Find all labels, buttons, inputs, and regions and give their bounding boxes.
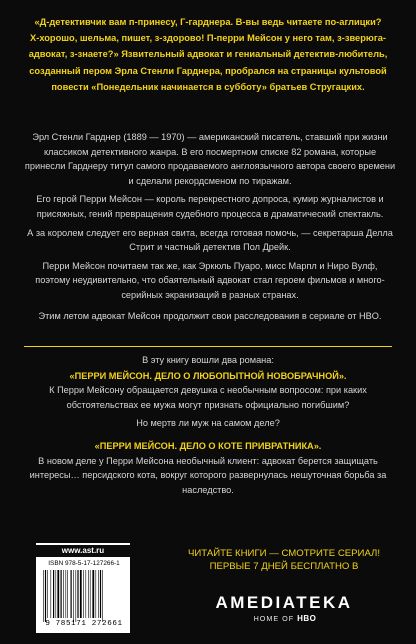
barcode-bar bbox=[90, 570, 91, 618]
barcode-bar bbox=[73, 570, 74, 622]
barcode-bar bbox=[77, 570, 78, 618]
barcode-bar bbox=[63, 570, 64, 618]
publisher-site: www.ast.ru bbox=[36, 545, 130, 557]
barcode-icon bbox=[42, 570, 126, 622]
barcode-bar bbox=[61, 570, 62, 618]
included-novels bbox=[24, 353, 392, 497]
hbo-series-paragraph: Этим летом адвокат Мейсон продолжит свои расследования в сериале от HBO. bbox=[38, 310, 382, 321]
barcode-bar bbox=[45, 570, 46, 622]
barcode-digits: 9 785171 272661 bbox=[45, 620, 123, 628]
home-of-label: HOME OF bbox=[253, 614, 295, 623]
barcode-bar bbox=[76, 570, 77, 622]
barcode-bar bbox=[43, 570, 44, 622]
book2-title: «ПЕРРИ МЕЙСОН. ДЕЛО О КОТЕ ПРИВРАТНИКА». bbox=[94, 440, 322, 451]
book1-description: К Перри Мейсону обращается девушка с необычным вопросом: при каких обстоятельствах ее мужа могут признать официально погибшим? bbox=[49, 385, 367, 410]
strugatsky-quote bbox=[24, 14, 392, 95]
barcode-bar bbox=[57, 570, 59, 618]
barcode-bar bbox=[92, 570, 94, 618]
home-of-hbo bbox=[200, 614, 370, 623]
barcode-bar bbox=[86, 570, 87, 618]
novels-intro: В эту книгу вошли два романа: bbox=[142, 355, 274, 365]
barcode-bar bbox=[83, 570, 84, 618]
quote-line: повести «Понедельник начинается в субботу» братьев Стругацких. bbox=[51, 81, 365, 92]
barcode-bar bbox=[66, 570, 67, 618]
divider-line bbox=[24, 346, 392, 347]
barcode-bar bbox=[53, 570, 54, 618]
book2-description: В новом деле у Перри Мейсона необычный клиент: адвокат берется защищать интересы… персидского кота, вокруг которого развернулась нешуточная борьба за наследство. bbox=[29, 455, 387, 495]
adaptations-paragraph: Перри Мейсон почитаем так же, как Эркюль Пуаро, мисс Марпл и Ниро Вулф, поэтому неудивительно, что обаятельный адвокат стал героем фильмов и много-серийных экранизаций в разных странах. bbox=[35, 260, 385, 300]
author-paragraph: Эрл Стенли Гарднер (1889 — 1970) — американский писатель, ставший при жизни классиком детективного жанра. В его посмертном списке 82 романа, которые принесли Гарднеру титул самого продаваемого англоязычного автора своего времени и сделали рекордсменом по тиражам. bbox=[24, 132, 396, 186]
author-description bbox=[24, 130, 396, 327]
book1-title: «ПЕРРИ МЕЙСОН. ДЕЛО О ЛЮБОПЫТНОЙ НОВОБРАЧНОЙ». bbox=[69, 370, 347, 381]
isbn-label: ISBN 978-5-17-127266-1 bbox=[48, 560, 120, 567]
quote-line: Х-хорошо, шельма, пишет, з-здорово! П-перри Мейсон у него там, з-зверюга- bbox=[30, 33, 386, 44]
barcode-bar bbox=[56, 570, 57, 618]
barcode-bar bbox=[71, 570, 72, 618]
barcode-bar bbox=[96, 570, 97, 618]
barcode-bar bbox=[51, 570, 52, 618]
quote-line: «Д-детективчик вам п-принесу, Г-гарднера. В-вы ведь читаете по-аглицки? bbox=[34, 17, 382, 27]
book1-question: Но мертв ли муж на самом деле? bbox=[136, 418, 280, 429]
entourage-paragraph: А за королем следует его верная свита, всегда готовая помочь, — секретарша Делла Стрит и частный детектив Пол Дрейк. bbox=[27, 227, 393, 253]
hbo-logo: HBO bbox=[297, 614, 317, 623]
quote-line: созданный пером Эрла Стенли Гарднера, пробрался на страницы культовой bbox=[29, 65, 387, 76]
promo-line2: ПЕРВЫЕ 7 ДНЕЙ БЕСПЛАТНО В bbox=[209, 561, 359, 572]
barcode-bar bbox=[102, 570, 103, 622]
barcode-bar bbox=[88, 570, 89, 618]
promo-line1: ЧИТАЙТЕ КНИГИ — СМОТРИТЕ СЕРИАЛ! bbox=[187, 548, 381, 559]
ameditateka-logo: AMEDIATEKA bbox=[215, 593, 353, 612]
hero-paragraph: Его герой Перри Мейсон — король перекрестного допроса, кумир журналистов и присяжных, гений превращения судебного процесса в драматический спектакль. bbox=[36, 194, 384, 219]
barcode-bar bbox=[98, 570, 99, 618]
barcode-bar bbox=[67, 570, 68, 618]
barcode-bar bbox=[47, 570, 48, 618]
quote-line: адвокат, з-знаете?» Язвительный адвокат и гениальный детектив-любитель, bbox=[28, 49, 388, 60]
promo-block bbox=[168, 547, 400, 573]
barcode-bar bbox=[100, 570, 101, 618]
barcode-bar bbox=[80, 570, 82, 618]
